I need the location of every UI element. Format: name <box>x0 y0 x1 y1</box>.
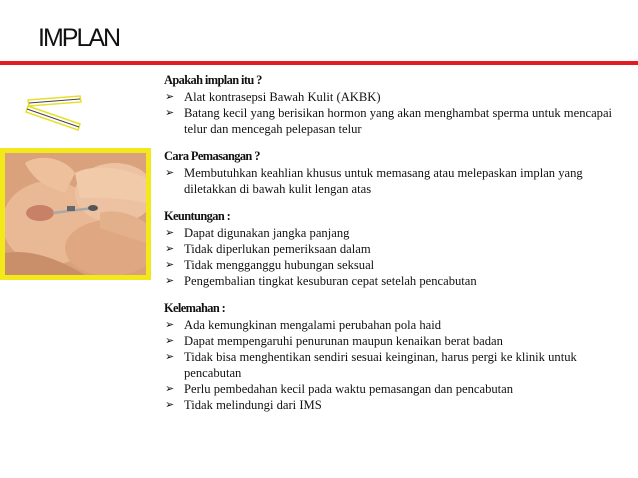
section-installation <box>164 148 624 197</box>
bullet-arrow-icon: ➢ <box>165 274 175 287</box>
bullet-arrow-icon: ➢ <box>165 350 175 363</box>
section-heading: Apakah implan itu ? <box>164 73 262 87</box>
list-item: ➢ Tidak melindungi dari IMS <box>165 398 322 412</box>
section-what-is <box>164 72 624 137</box>
list-item: ➢ Alat kontrasepsi Bawah Kulit (AKBK) <box>165 90 381 104</box>
list-item: ➢ Batang kecil yang berisikan hormon yang akan menghambat sperma untuk mencapai telur dan mencegah pelepasan telur <box>165 106 613 136</box>
bullet-arrow-icon: ➢ <box>165 226 175 239</box>
list-item: ➢ Dapat mempengaruhi penurunan maupun kenaikan berat badan <box>165 334 503 348</box>
section-heading: Kelemahan : <box>164 301 226 315</box>
bullet-arrow-icon: ➢ <box>165 90 175 103</box>
slide-title: IMPLAN <box>38 24 120 52</box>
bullet-arrow-icon: ➢ <box>165 242 175 255</box>
implant-rods-icon <box>24 94 84 134</box>
list-item: ➢ Tidak mengganggu hubungan seksual <box>165 258 375 272</box>
list-item: ➢ Tidak diperlukan pemeriksaan dalam <box>165 242 371 256</box>
bullet-arrow-icon: ➢ <box>165 334 175 347</box>
bullet-arrow-icon: ➢ <box>165 382 175 395</box>
bullet-arrow-icon: ➢ <box>165 398 175 411</box>
list-item: ➢ Tidak bisa menghentikan sendiri sesuai keinginan, harus pergi ke klinik untuk pencabutan <box>165 350 577 380</box>
bullet-arrow-icon: ➢ <box>165 318 175 331</box>
list-item: ➢ Ada kemungkinan mengalami perubahan pola haid <box>165 318 442 332</box>
bullet-arrow-icon: ➢ <box>165 106 175 119</box>
title-divider <box>0 61 638 65</box>
slide-content <box>164 72 624 424</box>
insertion-photo <box>0 148 151 280</box>
list-item: ➢ Membutuhkan keahlian khusus untuk memasang atau melepaskan implan yang diletakkan di bawah kulit lengan atas <box>165 166 583 196</box>
section-disadvantages <box>164 300 624 413</box>
list-item: ➢ Dapat digunakan jangka panjang <box>165 226 350 240</box>
list-item: ➢ Perlu pembedahan kecil pada waktu pemasangan dan pencabutan <box>165 382 514 396</box>
list-item: ➢ Pengembalian tingkat kesuburan cepat setelah pencabutan <box>165 274 477 288</box>
bullet-arrow-icon: ➢ <box>165 166 175 179</box>
section-advantages <box>164 208 624 289</box>
bullet-arrow-icon: ➢ <box>165 258 175 271</box>
section-heading: Keuntungan : <box>164 209 231 223</box>
section-heading: Cara Pemasangan ? <box>164 149 260 163</box>
